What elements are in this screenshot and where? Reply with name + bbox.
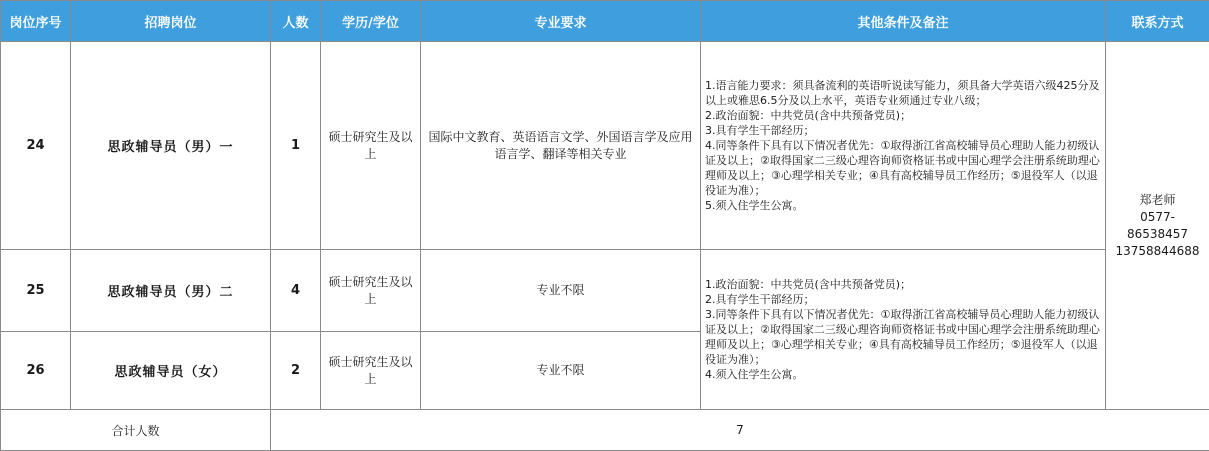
note-line: 5.须入住学生公寓。 — [705, 198, 1101, 213]
header-major: 专业要求 — [421, 1, 701, 42]
table-header-row — [1, 1, 1209, 42]
header-index: 岗位序号 — [1, 1, 71, 42]
row-major: 国际中文教育、英语语言文学、外国语言学及应用语言学、翻译等相关专业 — [421, 42, 701, 250]
header-contact: 联系方式 — [1106, 1, 1209, 42]
row-major: 专业不限 — [421, 250, 701, 332]
total-row — [1, 410, 1209, 451]
row-education: 硕士研究生及以上 — [321, 250, 421, 332]
header-count: 人数 — [271, 1, 321, 42]
note-line: 3.同等条件下具有以下情况者优先：①取得浙江省高校辅导员心理助人能力初级认证及以上；②取得国家二三级心理咨询师资格证书或中国心理学会注册系统助理心理师及以上；③心理学相关专业；④具有高校辅导员工作经历；⑤退役军人（以退役证为准）； — [705, 307, 1101, 367]
row-notes — [701, 42, 1106, 250]
row-index: 24 — [1, 42, 71, 250]
row-education: 硕士研究生及以上 — [321, 42, 421, 250]
contact-phone: 0577-86538457 — [1110, 209, 1205, 243]
header-education: 学历/学位 — [321, 1, 421, 42]
note-line: 1.政治面貌：中共党员(含中共预备党员)； — [705, 277, 1101, 292]
contact-cell — [1106, 42, 1209, 410]
row-position: 思政辅导员（男）二 — [71, 250, 271, 332]
row-index: 26 — [1, 332, 71, 410]
note-line: 2.具有学生干部经历； — [705, 292, 1101, 307]
shared-notes — [701, 250, 1106, 410]
total-label: 合计人数 — [1, 410, 271, 451]
row-position: 思政辅导员（男）一 — [71, 42, 271, 250]
row-position: 思政辅导员（女） — [71, 332, 271, 410]
note-line: 4.同等条件下具有以下情况者优先：①取得浙江省高校辅导员心理助人能力初级认证及以上；②取得国家二三级心理咨询师资格证书或中国心理学会注册系统助理心理师及以上；③心理学相关专业；④具有高校辅导员工作经历；⑤退役军人（以退役证为准）； — [705, 138, 1101, 198]
header-position: 招聘岗位 — [71, 1, 271, 42]
table-row — [1, 250, 1209, 332]
total-value: 7 — [271, 410, 1209, 451]
row-index: 25 — [1, 250, 71, 332]
table-row — [1, 42, 1209, 250]
note-line: 3.具有学生干部经历； — [705, 123, 1101, 138]
row-count: 4 — [271, 250, 321, 332]
note-line: 2.政治面貌：中共党员(含中共预备党员)； — [705, 108, 1101, 123]
contact-mobile: 13758844688 — [1110, 243, 1205, 260]
note-line: 1.语言能力要求：须具备流利的英语听说读写能力，须具备大学英语六级425分及以上或雅思6.5分及以上水平，英语专业须通过专业八级； — [705, 78, 1101, 108]
row-count: 1 — [271, 42, 321, 250]
row-major: 专业不限 — [421, 332, 701, 410]
contact-name: 郑老师 — [1110, 192, 1205, 209]
row-education: 硕士研究生及以上 — [321, 332, 421, 410]
note-line: 4.须入住学生公寓。 — [705, 367, 1101, 382]
header-notes: 其他条件及备注 — [701, 1, 1106, 42]
row-count: 2 — [271, 332, 321, 410]
